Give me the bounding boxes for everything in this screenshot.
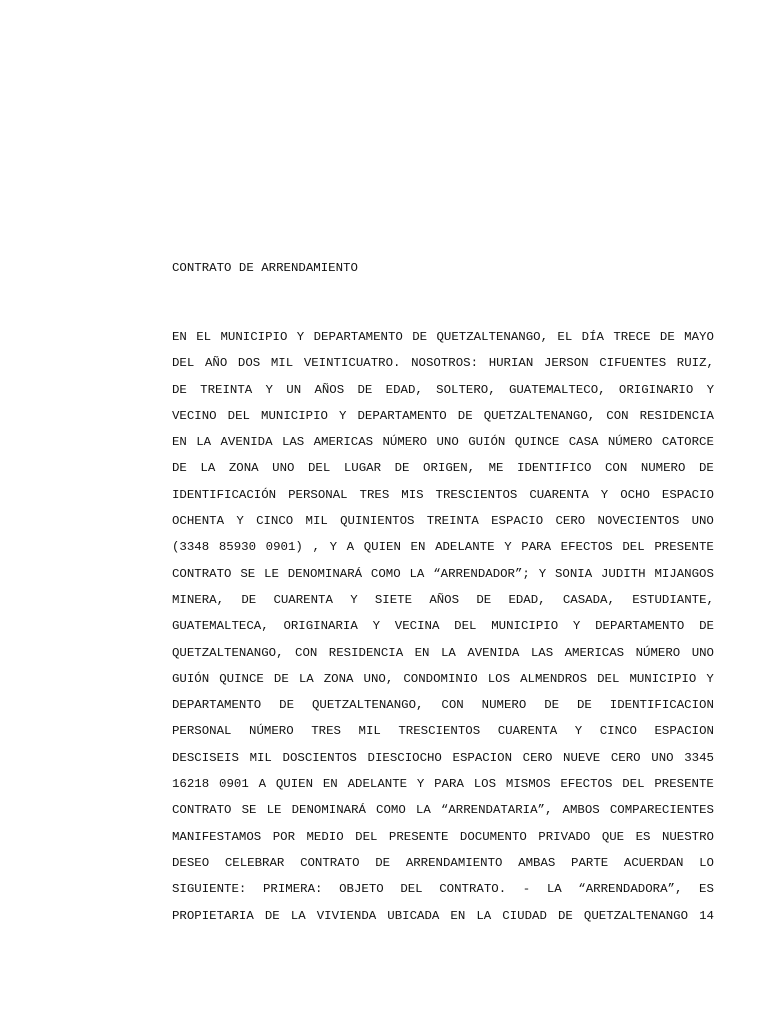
paragraph-line: DESCISEIS MIL DOSCIENTOS DIESCIOCHO ESPACION CERO NUEVE CERO UNO 3345 xyxy=(172,750,714,765)
paragraph-line: VECINO DEL MUNICIPIO Y DEPARTAMENTO DE QUETZALTENANGO, CON RESIDENCIA xyxy=(172,408,714,423)
paragraph-line: CONTRATO SE LE DENOMINARÁ COMO LA “ARRENDADOR”; Y SONIA JUDITH MIJANGOS xyxy=(172,566,714,581)
paragraph-line: MANIFESTAMOS POR MEDIO DEL PRESENTE DOCUMENTO PRIVADO QUE ES NUESTRO xyxy=(172,829,714,844)
paragraph-line: DE LA ZONA UNO DEL LUGAR DE ORIGEN, ME IDENTIFICO CON NUMERO DE xyxy=(172,461,714,476)
paragraph-line: IDENTIFICACIÓN PERSONAL TRES MIS TRESCIENTOS CUARENTA Y OCHO ESPACIO xyxy=(172,487,714,502)
paragraph-line: DEPARTAMENTO DE QUETZALTENANGO, CON NUMERO DE DE IDENTIFICACION xyxy=(172,698,714,713)
paragraph-line: MINERA, DE CUARENTA Y SIETE AÑOS DE EDAD, CASADA, ESTUDIANTE, xyxy=(172,592,714,607)
paragraph-line: SIGUIENTE: PRIMERA: OBJETO DEL CONTRATO. - LA “ARRENDADORA”, ES xyxy=(172,882,714,897)
paragraph-line: PERSONAL NÚMERO TRES MIL TRESCIENTOS CUARENTA Y CINCO ESPACION xyxy=(172,724,714,739)
document-body xyxy=(172,329,714,934)
paragraph-line: GUIÓN QUINCE DE LA ZONA UNO, CONDOMINIO LOS ALMENDROS DEL MUNICIPIO Y xyxy=(172,671,714,686)
paragraph-line: QUETZALTENANGO, CON RESIDENCIA EN LA AVENIDA LAS AMERICAS NÚMERO UNO xyxy=(172,645,714,660)
paragraph-line: DE TREINTA Y UN AÑOS DE EDAD, SOLTERO, GUATEMALTECO, ORIGINARIO Y xyxy=(172,382,714,397)
document-title: CONTRATO DE ARRENDAMIENTO xyxy=(172,261,358,275)
paragraph-line: DEL AÑO DOS MIL VEINTICUATRO. NOSOTROS: HURIAN JERSON CIFUENTES RUIZ, xyxy=(172,356,714,371)
paragraph-line: DESEO CELEBRAR CONTRATO DE ARRENDAMIENTO AMBAS PARTE ACUERDAN LO xyxy=(172,855,714,870)
paragraph-line: GUATEMALTECA, ORIGINARIA Y VECINA DEL MUNICIPIO Y DEPARTAMENTO DE xyxy=(172,619,714,634)
paragraph-line: (3348 85930 0901) , Y A QUIEN EN ADELANTE Y PARA EFECTOS DEL PRESENTE xyxy=(172,540,714,555)
paragraph-line: PROPIETARIA DE LA VIVIENDA UBICADA EN LA CIUDAD DE QUETZALTENANGO 14 xyxy=(172,908,714,923)
paragraph-line: EN LA AVENIDA LAS AMERICAS NÚMERO UNO GUIÓN QUINCE CASA NÚMERO CATORCE xyxy=(172,435,714,450)
paragraph-line: EN EL MUNICIPIO Y DEPARTAMENTO DE QUETZALTENANGO, EL DÍA TRECE DE MAYO xyxy=(172,330,714,344)
paragraph-line: OCHENTA Y CINCO MIL QUINIENTOS TREINTA ESPACIO CERO NOVECIENTOS UNO xyxy=(172,514,714,529)
paragraph-line: CONTRATO SE LE DENOMINARÁ COMO LA “ARRENDATARIA”, AMBOS COMPARECIENTES xyxy=(172,803,714,818)
paragraph-line: 16218 0901 A QUIEN EN ADELANTE Y PARA LOS MISMOS EFECTOS DEL PRESENTE xyxy=(172,777,714,792)
